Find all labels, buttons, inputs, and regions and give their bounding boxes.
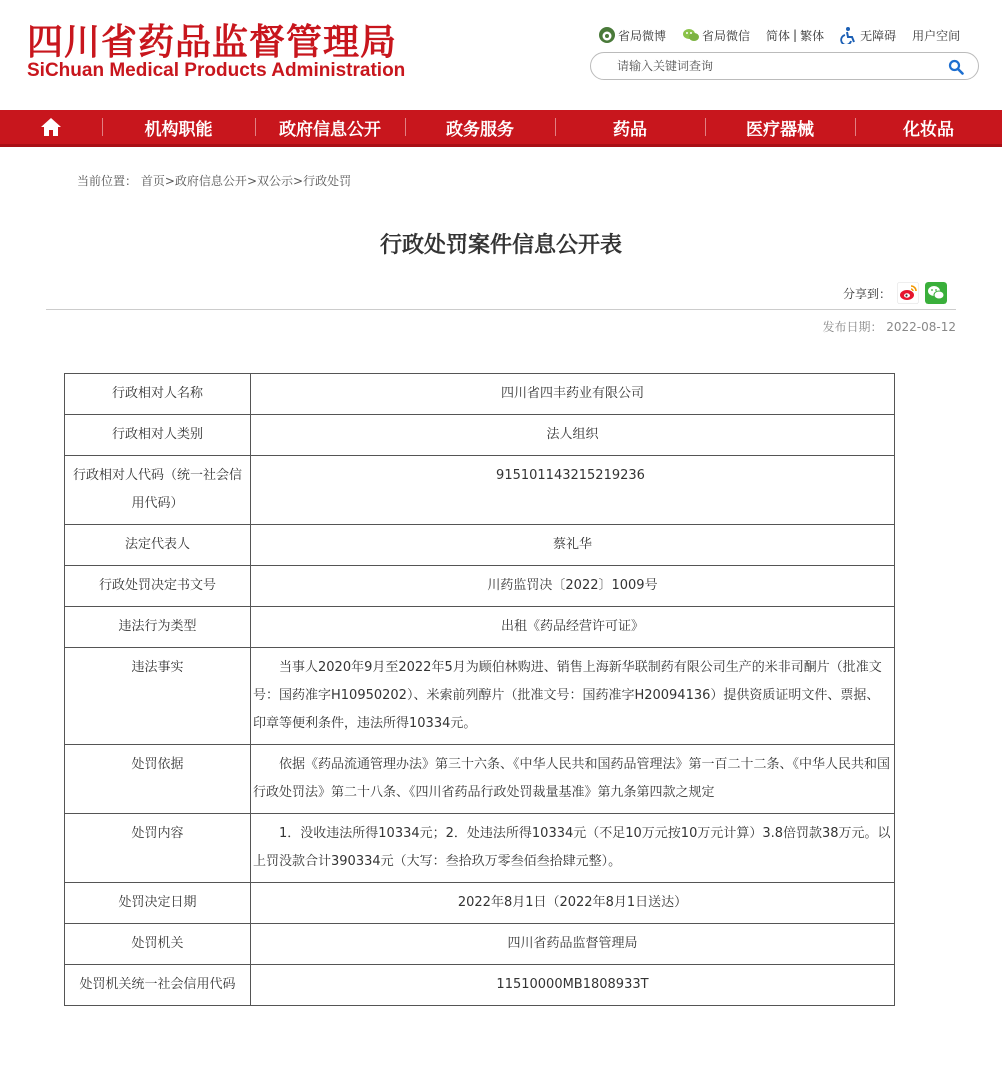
wechat-icon [682,26,700,44]
nav-item-drugs[interactable]: 药品 [555,110,705,144]
row-label: 行政处罚决定书文号 [65,566,251,607]
nav-item-gov-info[interactable]: 政府信息公开 [255,110,405,144]
site-logo-english[interactable]: SiChuan Medical Products Administration [27,60,406,81]
table-row [65,525,895,566]
breadcrumb-double-publicity[interactable]: 双公示 [257,174,294,188]
nav-home[interactable] [0,110,102,144]
search-box [590,52,979,80]
traditional-chinese-link[interactable]: 繁体 [800,28,825,43]
row-label: 违法事实 [65,648,251,745]
weibo-link-label: 省局微博 [618,28,667,43]
breadcrumb-separator: > [293,174,304,188]
row-value: 蔡礼华 [251,525,895,566]
page-title: 行政处罚案件信息公开表 [379,233,622,258]
table-row [65,374,895,415]
weixin-link[interactable] [682,26,750,44]
row-value: 当事人2020年9月至2022年5月为顾伯林购进、销售上海新华联制药有限公司生产的米非司酮片（批准文号：国药准字H10950202）、米索前列醇片（批准文号：国药准字H20094136）提供资质证明文件、票据、印章等便利条件，违法所得10334元。 [251,648,895,745]
row-value: 川药监罚决〔2022〕1009号 [251,566,895,607]
row-value: 出租《药品经营许可证》 [251,607,895,648]
table-row [65,566,895,607]
row-value: 11510000MB1808933T [251,965,895,1006]
table-row [65,456,895,525]
wechat-icon[interactable] [925,282,947,304]
main-nav [0,110,1002,147]
row-label: 违法行为类型 [65,607,251,648]
row-label: 法定代表人 [65,525,251,566]
breadcrumb-separator: > [164,174,175,188]
weixin-link-label: 省局微信 [702,28,751,43]
title-divider [46,309,956,310]
site-logo-chinese[interactable]: 四川省药品监督管理局 [27,21,398,63]
breadcrumb-separator: > [246,174,257,188]
simplified-chinese-link[interactable]: 简体 [766,28,791,43]
nav-item-services[interactable]: 政务服务 [405,110,555,144]
weibo-link[interactable] [598,26,666,44]
table-row [65,883,895,924]
row-label: 行政相对人名称 [65,374,251,415]
weibo-icon [598,26,616,44]
accessibility-icon [840,26,858,44]
accessibility-link-label: 无障碍 [860,28,897,43]
row-value: 2022年8月1日（2022年8月1日送达） [251,883,895,924]
table-row [65,814,895,883]
row-label: 处罚内容 [65,814,251,883]
breadcrumb-penalty[interactable]: 行政处罚 [303,174,352,188]
row-value: 四川省四丰药业有限公司 [251,374,895,415]
breadcrumb-gov-info[interactable]: 政府信息公开 [174,174,247,188]
publish-date: 发布日期： 2022-08-12 [822,320,956,334]
table-row [65,965,895,1006]
row-value: 1．没收违法所得10334元；2．处违法所得10334元（不足10万元按10万元计算）3.8倍罚款38万元。以上罚没款合计390334元（大写：叁拾玖万零叁佰叁拾肆元整）。 [251,814,895,883]
table-row [65,924,895,965]
row-value: 法人组织 [251,415,895,456]
nav-item-devices[interactable]: 医疗器械 [705,110,855,144]
row-label: 行政相对人类别 [65,415,251,456]
table-row [65,607,895,648]
top-links [598,25,960,45]
site-header [0,0,1002,110]
breadcrumb-prefix: 当前位置： [77,174,138,188]
table-row [65,745,895,814]
breadcrumb-home[interactable]: 首页 [140,174,165,188]
search-input[interactable] [617,57,937,75]
share-label: 分享到： [843,286,892,301]
row-label: 行政相对人代码（统一社会信用代码） [65,456,251,525]
row-label: 处罚依据 [65,745,251,814]
user-space-link[interactable]: 用户空间 [912,28,961,43]
weibo-icon[interactable] [897,282,919,304]
accessibility-link[interactable] [840,26,896,44]
nav-item-cosmetics[interactable]: 化妆品 [855,110,1002,144]
row-label: 处罚决定日期 [65,883,251,924]
row-value: 四川省药品监督管理局 [251,924,895,965]
language-separator: | [793,28,798,42]
search-icon[interactable] [948,59,964,75]
row-label: 处罚机关 [65,924,251,965]
nav-item-functions[interactable]: 机构职能 [102,110,255,144]
penalty-info-table [64,373,895,1006]
table-row [65,648,895,745]
breadcrumb [77,172,351,189]
row-label: 处罚机关统一社会信用代码 [65,965,251,1006]
share-bar [843,282,947,304]
row-value: 915101143215219236 [251,456,895,525]
row-value: 依据《药品流通管理办法》第三十六条、《中华人民共和国药品管理法》第一百二十二条、《中华人民共和国行政处罚法》第二十八条、《四川省药品行政处罚裁量基准》第九条第四款之规定 [251,745,895,814]
table-row [65,415,895,456]
home-icon [40,117,62,137]
